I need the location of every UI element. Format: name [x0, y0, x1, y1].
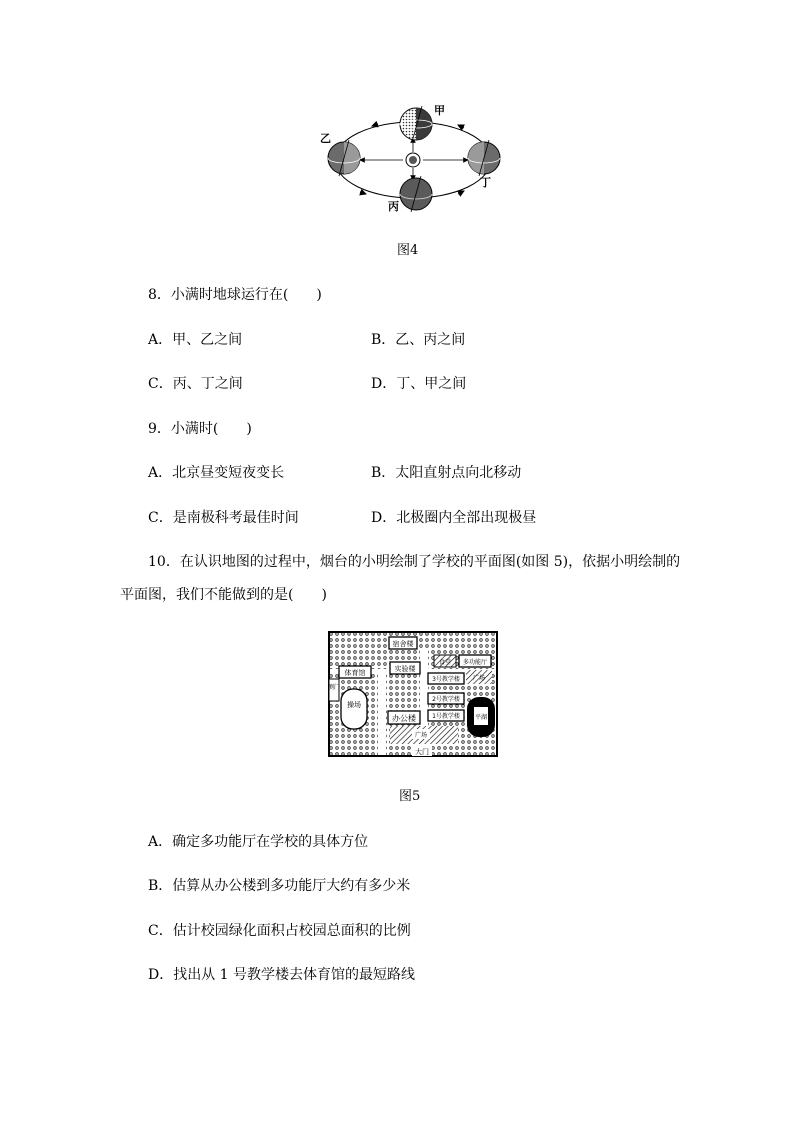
- q9-option-a[interactable]: A．北京昼变短夜变长: [148, 465, 285, 481]
- figure4-orbit-diagram: [318, 100, 508, 216]
- earth-ding-icon: [468, 140, 500, 176]
- q10-stem-line1: 10．在认识地图的过程中，烟台的小明绘制了学校的平面图(如图 5)，依据小明绘制的: [148, 554, 681, 570]
- sun-icon: [406, 153, 420, 167]
- canteen-label: 食堂: [438, 659, 452, 666]
- q8-option-a[interactable]: A．甲、乙之间: [148, 332, 243, 348]
- road: [378, 671, 386, 755]
- figure5-school-plan: [328, 631, 498, 757]
- building3-label: 3号教学楼: [432, 676, 460, 683]
- earth-yi-icon: [328, 140, 360, 176]
- q8-option-d[interactable]: D．丁、甲之间: [371, 376, 467, 392]
- figure4-caption: 图4: [397, 243, 419, 258]
- building2-label: 2号教学楼: [432, 696, 460, 703]
- label-jia: 甲: [434, 104, 445, 117]
- orbit-arrow: [458, 191, 464, 194]
- orbit-arrow: [360, 192, 366, 194]
- q9-option-b[interactable]: B．太阳直射点向北移动: [371, 465, 522, 481]
- q9-option-c[interactable]: C．是南极科考最佳时间: [148, 510, 299, 526]
- earth-bing-icon: [400, 176, 432, 212]
- q8-option-b[interactable]: B．乙、丙之间: [371, 332, 466, 348]
- lake-label: 平湖: [474, 714, 488, 721]
- playground: [341, 689, 367, 729]
- lab-label: 实验楼: [394, 665, 416, 673]
- label-yi: 乙: [320, 132, 331, 145]
- plaza2-label: 广场: [414, 732, 428, 739]
- q10-option-b[interactable]: B．估算从办公楼到多功能厅大约有多少米: [148, 878, 411, 894]
- q8-option-c[interactable]: C．丙、丁之间: [148, 376, 243, 392]
- playground-label: 操场: [347, 701, 361, 709]
- figure5-caption: 图5: [399, 789, 421, 804]
- building1-label: 1号教学楼: [432, 713, 460, 720]
- office-label: 办公楼: [392, 714, 416, 723]
- q10-option-a[interactable]: A．确定多功能厅在学校的具体方位: [148, 834, 369, 850]
- multi-hall-label: 多功能厅: [462, 659, 488, 666]
- side-gate-label: 侧门: [328, 684, 341, 691]
- earth-jia-icon: [400, 106, 432, 142]
- q10-option-c[interactable]: C．估计校园绿化面积占校园总面积的比例: [148, 923, 411, 939]
- label-bing: 丙: [388, 200, 399, 213]
- main-gate-label: 大门: [415, 748, 429, 756]
- orbit-arrow: [458, 125, 464, 128]
- label-ding: 丁: [480, 176, 491, 189]
- plaza1-label: 广场: [472, 675, 486, 682]
- q8-stem: 8．小满时地球运行在( ): [148, 287, 322, 303]
- gym-label: 体育馆: [344, 669, 366, 677]
- q10-option-d[interactable]: D．找出从 1 号教学楼去体育馆的最短路线: [148, 967, 416, 983]
- dormitory-label: 宿舍楼: [392, 640, 414, 648]
- q10-stem-line2: 平面图，我们不能做到的是( ): [120, 587, 327, 603]
- q9-option-d[interactable]: D．北极圈内全部出现极昼: [371, 510, 537, 526]
- q9-stem: 9．小满时( ): [148, 421, 252, 437]
